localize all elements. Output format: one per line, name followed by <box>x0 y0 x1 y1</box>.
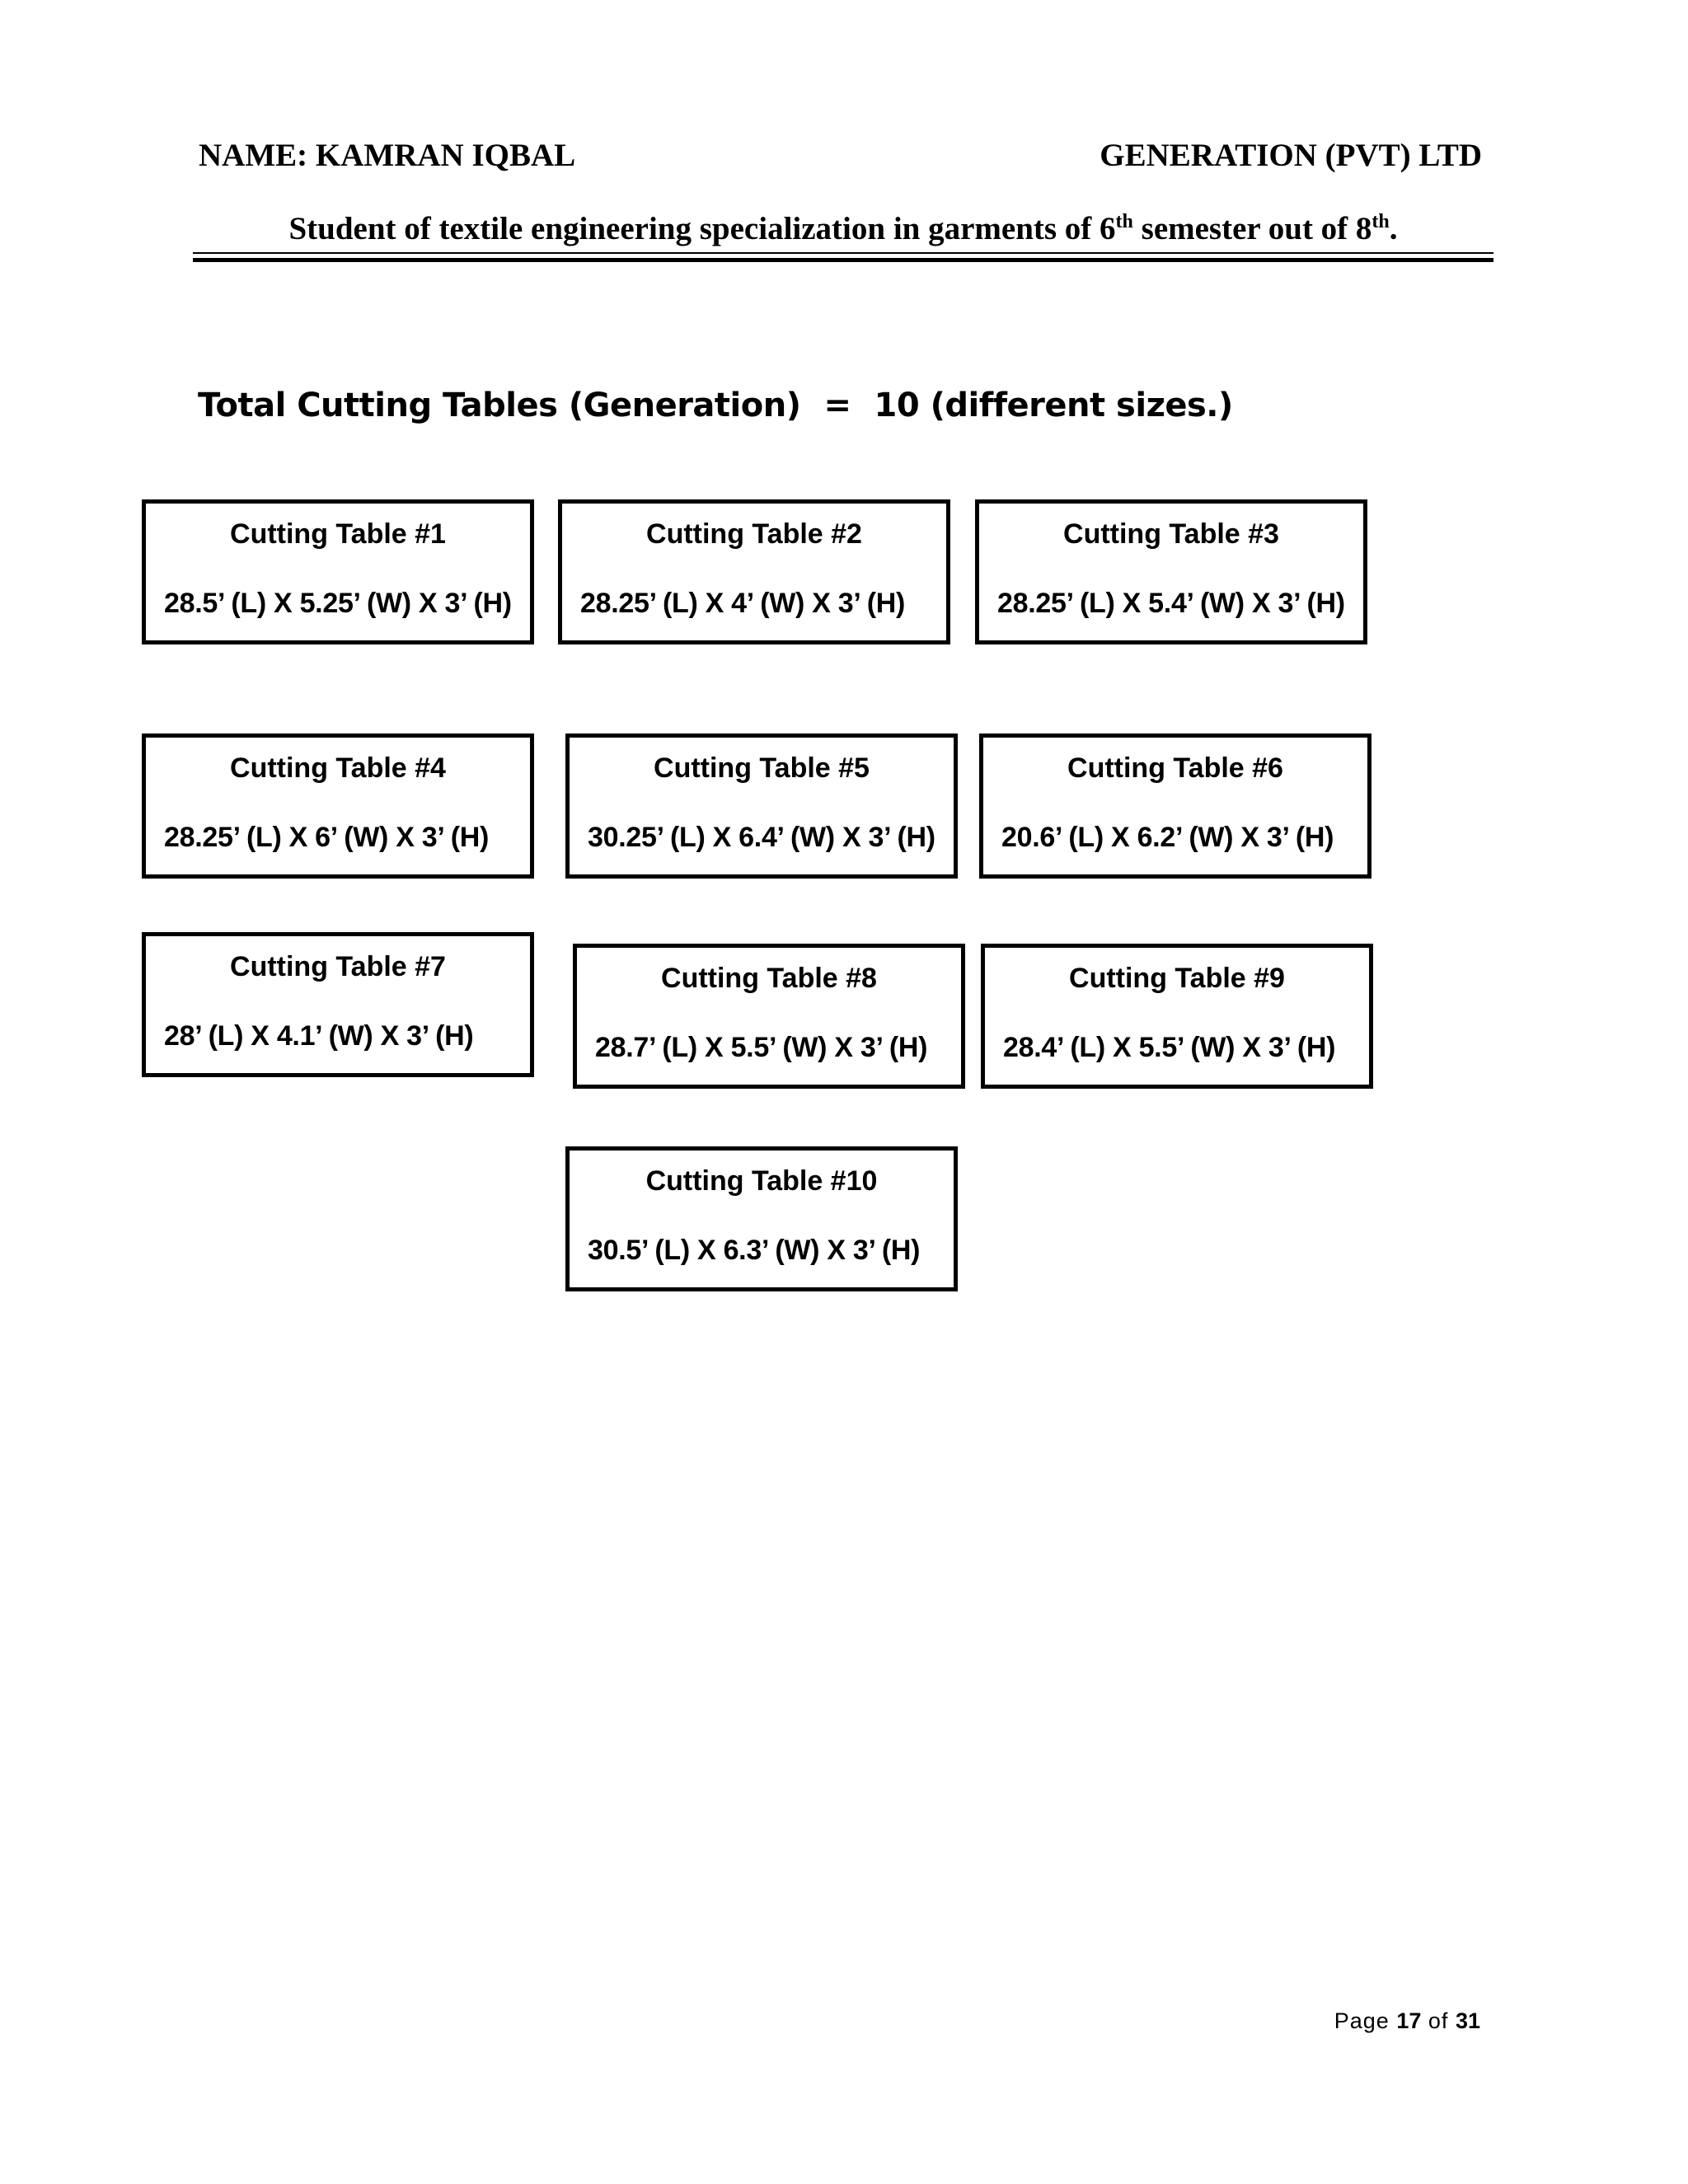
subtitle-text-c: . <box>1389 211 1398 246</box>
cutting-table-title: Cutting Table #7 <box>230 951 446 982</box>
cutting-table-dimensions: 30.25’ (L) X 6.4’ (W) X 3’ (H) <box>588 822 935 853</box>
header-subtitle <box>193 213 1493 245</box>
total-label: Total Cutting Tables (Generation) <box>198 387 801 424</box>
cutting-table-dimensions: 28.25’ (L) X 5.4’ (W) X 3’ (H) <box>997 588 1345 619</box>
cutting-table-dimensions: 28.5’ (L) X 5.25’ (W) X 3’ (H) <box>164 588 512 619</box>
cutting-table-dimensions: 28.4’ (L) X 5.5’ (W) X 3’ (H) <box>1003 1032 1336 1063</box>
cutting-table-title: Cutting Table #6 <box>1067 752 1283 784</box>
page-word: Page <box>1334 2008 1390 2033</box>
cutting-table-box-8 <box>573 944 965 1089</box>
cutting-table-box-1 <box>142 499 534 644</box>
cutting-table-title: Cutting Table #5 <box>654 752 870 784</box>
cutting-table-dimensions: 30.5’ (L) X 6.3’ (W) X 3’ (H) <box>588 1235 921 1266</box>
cutting-table-box-3 <box>975 499 1367 644</box>
current-page: 17 <box>1396 2008 1422 2033</box>
cutting-table-title: Cutting Table #8 <box>661 963 877 994</box>
cutting-table-box-2 <box>558 499 950 644</box>
cutting-table-dimensions: 20.6’ (L) X 6.2’ (W) X 3’ (H) <box>1001 822 1334 853</box>
total-tables-line <box>198 386 1233 425</box>
cutting-table-dimensions: 28.7’ (L) X 5.5’ (W) X 3’ (H) <box>595 1032 928 1063</box>
cutting-table-title: Cutting Table #9 <box>1069 963 1285 994</box>
cutting-table-title: Cutting Table #3 <box>1063 518 1279 550</box>
cutting-table-box-7 <box>142 932 534 1077</box>
subtitle-sup-2: th <box>1372 211 1390 232</box>
page-number-footer <box>1334 2008 1480 2034</box>
cutting-table-title: Cutting Table #4 <box>230 752 446 784</box>
subtitle-sup-1: th <box>1115 211 1133 232</box>
cutting-table-box-10 <box>565 1146 958 1291</box>
header-rule-thin <box>193 252 1493 254</box>
subtitle-text-b: semester out of 8 <box>1132 211 1372 246</box>
cutting-table-box-6 <box>979 733 1372 879</box>
company-name: GENERATION (PVT) LTD <box>1100 138 1482 173</box>
cutting-table-box-4 <box>142 733 534 879</box>
cutting-table-dimensions: 28.25’ (L) X 6’ (W) X 3’ (H) <box>164 822 490 853</box>
cutting-table-dimensions: 28.25’ (L) X 4’ (W) X 3’ (H) <box>580 588 906 619</box>
total-pages: 31 <box>1455 2008 1480 2033</box>
cutting-table-dimensions: 28’ (L) X 4.1’ (W) X 3’ (H) <box>164 1020 474 1052</box>
header-rule-thick <box>193 258 1493 262</box>
subtitle-text-a: Student of textile engineering specialization in garments of 6 <box>288 211 1116 246</box>
cutting-table-title: Cutting Table #2 <box>646 518 862 550</box>
cutting-table-title: Cutting Table #10 <box>645 1165 878 1197</box>
total-value: 10 (different sizes.) <box>874 387 1233 424</box>
total-equals: = <box>823 387 851 424</box>
author-name: NAME: KAMRAN IQBAL <box>199 138 576 173</box>
cutting-table-box-9 <box>981 944 1373 1089</box>
cutting-table-title: Cutting Table #1 <box>230 518 446 550</box>
of-word: of <box>1428 2008 1449 2033</box>
cutting-table-box-5 <box>565 733 958 879</box>
